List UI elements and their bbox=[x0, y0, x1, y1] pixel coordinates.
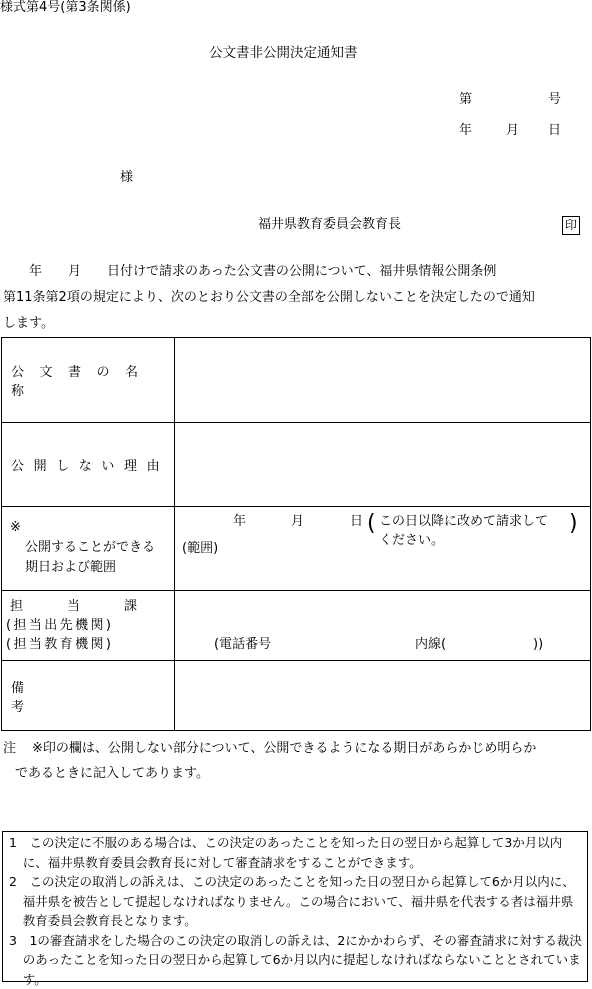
label-disclosure-date bbox=[2, 507, 175, 591]
label-disclosure-line-1: 公開することができる bbox=[25, 541, 155, 554]
label-reason-value: 公開しない理由 bbox=[11, 459, 169, 474]
disclosure-year: 年 bbox=[233, 515, 246, 528]
notice-item-3: 3 1の審査請求をした場合のこの決定の取消しの訴えは、2にかかわらず、その審査請求に対する裁決のあったことを知った日の翌日から起算して6か月以内に提起しなければならないこととされています。 bbox=[9, 931, 583, 989]
value-document-name bbox=[175, 338, 591, 423]
disclosure-day: 日 bbox=[350, 515, 363, 528]
appeal-notice-box bbox=[2, 831, 588, 982]
value-remarks bbox=[175, 661, 591, 731]
label-document-name-text bbox=[2, 361, 174, 399]
label-document-name-value: 公文書の名称 bbox=[11, 361, 169, 399]
body-text bbox=[3, 259, 591, 337]
extension-close: )) bbox=[533, 638, 543, 651]
label-remarks bbox=[2, 661, 175, 731]
notice-item-2: 2 この決定の取消しの訴えは、この決定のあったことを知った日の翌日から起算して6か月以内に、福井県を被告として提起しなければなりません。この場合において、福井県を代表する者は福井県教育委員会教育長となります。 bbox=[9, 872, 583, 931]
doc-number-suffix: 号 bbox=[548, 93, 561, 106]
extension-label: 内線( bbox=[415, 638, 446, 651]
table-row-disclosure-date bbox=[2, 507, 591, 591]
body-line-1: 年 月 日付けで請求のあった公文書の公開について、福井県情報公開条例 bbox=[3, 259, 591, 285]
label-reason bbox=[2, 423, 175, 507]
footnote-prefix: 注 bbox=[3, 742, 16, 755]
table-row-remarks bbox=[2, 661, 591, 731]
table-row-reason bbox=[2, 423, 591, 507]
body-line-3: します。 bbox=[3, 311, 591, 337]
label-department bbox=[2, 591, 175, 661]
value-department bbox=[175, 591, 591, 661]
table-row-department bbox=[2, 591, 591, 661]
issuer-name: 福井県教育委員会教育長 bbox=[258, 218, 401, 231]
document-title: 公文書非公開決定通知書 bbox=[209, 47, 358, 61]
footnote-line-2: であるときに記入してあります。 bbox=[15, 767, 209, 780]
note-line-2: ください。 bbox=[379, 534, 444, 547]
table-row-document-name bbox=[2, 338, 591, 423]
label-department-line-1: 担当課 bbox=[10, 600, 181, 613]
value-reason bbox=[175, 423, 591, 507]
decision-table bbox=[1, 337, 591, 731]
disclosure-month: 月 bbox=[291, 515, 304, 528]
footnote-line-1: ※印の欄は、公開しない部分について、公開できるようになる期日があらかじめ明らか bbox=[32, 742, 536, 755]
note-open-brace: ( bbox=[367, 513, 376, 535]
label-document-name bbox=[2, 338, 175, 423]
value-disclosure-date bbox=[175, 507, 591, 591]
seal-mark: 印 bbox=[562, 216, 580, 235]
label-disclosure-line-2: 期日および範囲 bbox=[25, 561, 116, 574]
body-line-2: 第11条第2項の規定により、次のとおり公文書の全部を公開しないことを決定したので通知 bbox=[3, 285, 591, 311]
note-line-1: この日以降に改めて請求して bbox=[379, 515, 548, 528]
label-reason-text bbox=[2, 455, 174, 474]
form-id: 様式第4号(第3条関係) bbox=[0, 1, 131, 14]
date-day: 日 bbox=[548, 124, 561, 137]
notice-item-1: 1 この決定に不服のある場合は、この決定のあったことを知った日の翌日から起算して3か月以内に、福井県教育委員会教育長に対して審査請求をすることができます。 bbox=[9, 833, 583, 872]
date-year: 年 bbox=[459, 124, 472, 137]
disclosure-range: (範囲) bbox=[182, 542, 218, 555]
label-department-line-3: (担当教育機関) bbox=[6, 638, 113, 651]
phone-number-label: (電話番号 bbox=[214, 638, 271, 651]
label-remarks-value: 備考 bbox=[11, 681, 153, 715]
asterisk-mark: ※ bbox=[10, 521, 21, 534]
addressee-suffix: 様 bbox=[120, 171, 133, 184]
label-department-line-2: (担当出先機関) bbox=[6, 619, 113, 632]
date-month: 月 bbox=[506, 124, 519, 137]
note-close-brace: ) bbox=[569, 513, 578, 535]
doc-number-prefix: 第 bbox=[459, 93, 472, 106]
